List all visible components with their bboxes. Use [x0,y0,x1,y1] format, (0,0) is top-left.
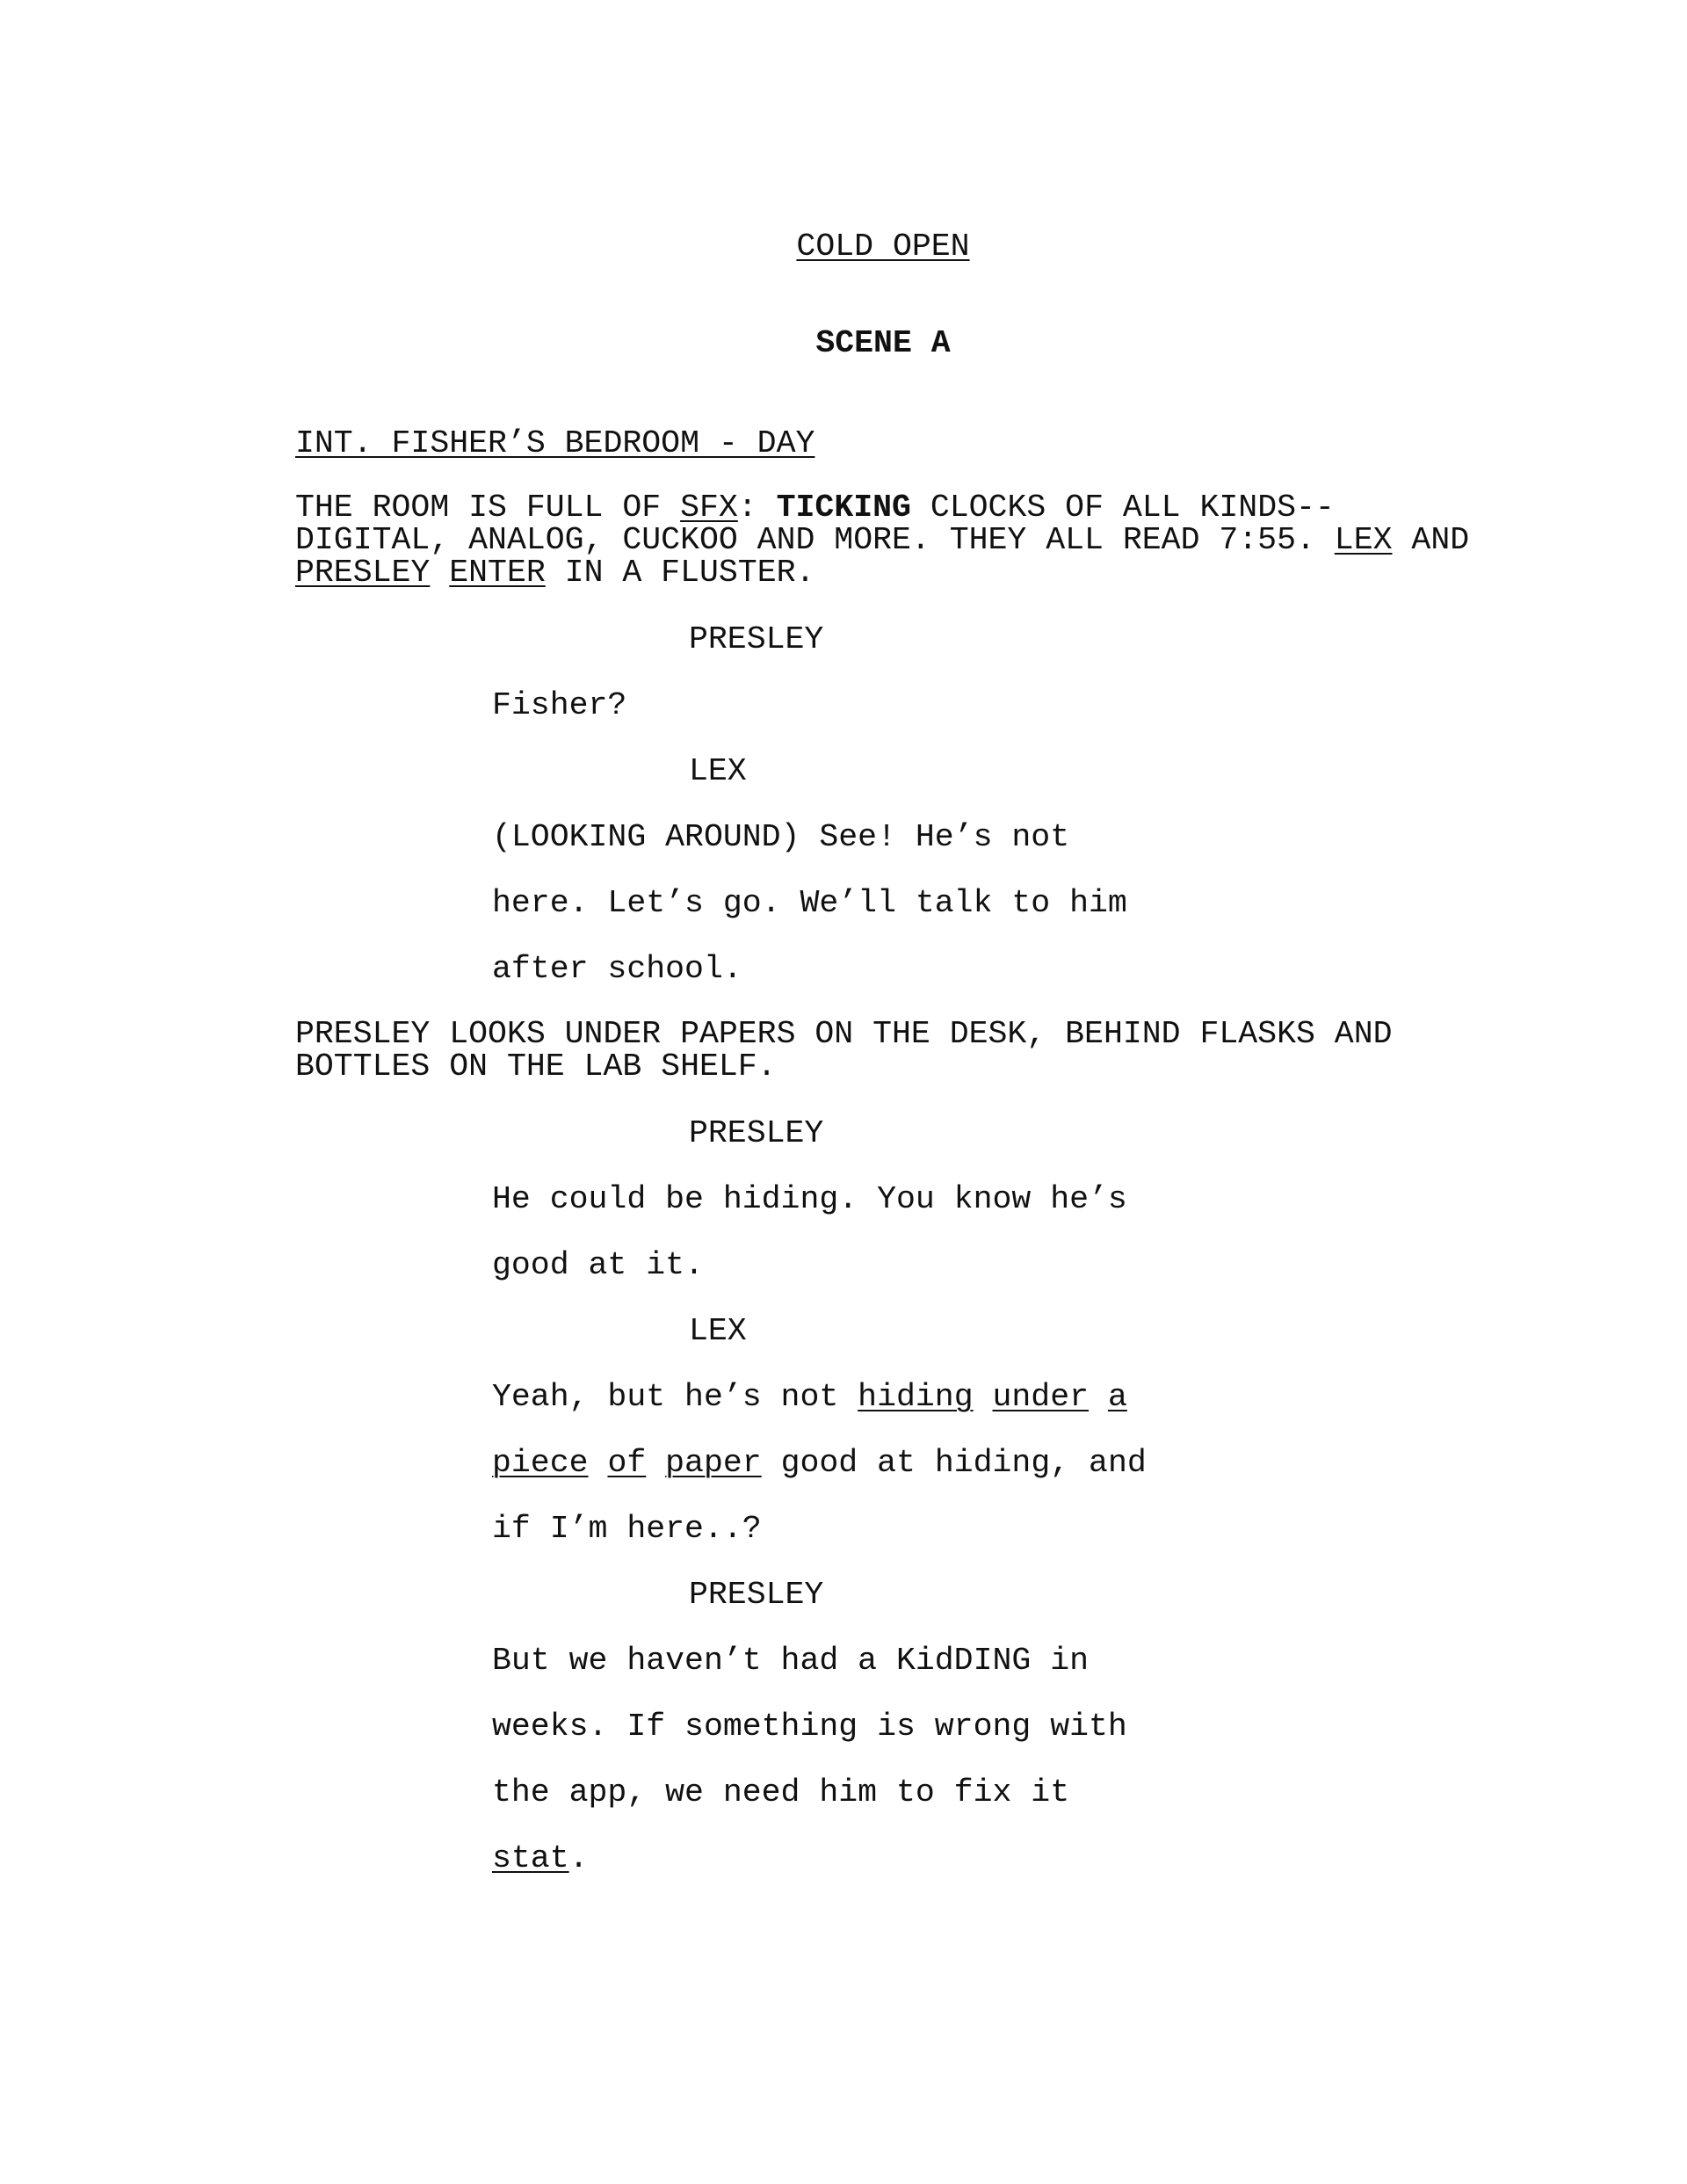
emphasis-word: under [992,1379,1090,1415]
dialogue-line: good at it. [492,1247,704,1283]
dialogue-line: Fisher? [492,687,627,723]
emphasis-word: a [1107,1379,1127,1415]
action-verb-enter: ENTER [449,555,546,591]
action-text: CLOCKS OF ALL KINDS-- [910,490,1335,526]
dialogue-text: . [568,1840,589,1876]
sfx-cue: SFX [680,490,738,526]
action-line [295,491,1335,525]
action-line [295,556,815,590]
emphasis-word: hiding [858,1379,974,1415]
dialogue-line [492,1381,1127,1414]
dialogue-line: if I’m here..? [492,1511,762,1547]
action-line: PRESLEY LOOKS UNDER PAPERS ON THE DESK, BEHIND FLASKS AND [295,1016,1393,1052]
dialogue-text [974,1379,993,1415]
dialogue-line: But we haven’t had a KidDING in [492,1643,1090,1679]
dialogue-text: Yeah, but he’s not [492,1379,858,1415]
act-heading: COLD OPEN [796,229,970,265]
emphasis-word: piece [492,1445,589,1481]
emphasis-word: stat [492,1840,569,1876]
action-line [295,524,1469,557]
dialogue-line: (LOOKING AROUND) See! He’s not [492,819,1070,855]
character-ref-lex: LEX [1334,522,1393,558]
action-text [430,555,449,591]
scene-label: SCENE A [815,325,951,361]
dialogue-text [646,1445,665,1481]
dialogue-text: good at hiding, and [761,1445,1147,1481]
dialogue-line: weeks. If something is wrong with [492,1709,1127,1745]
character-name: PRESLEY [689,1577,824,1613]
emphasis-word: of [607,1445,647,1481]
character-name: PRESLEY [689,1115,824,1151]
action-text: THE ROOM IS FULL OF [295,490,681,526]
dialogue-line: after school. [492,951,742,987]
action-line: BOTTLES ON THE LAB SHELF. [295,1048,777,1085]
action-text: DIGITAL, ANALOG, CUCKOO AND MORE. THEY ALL READ 7:55. [295,522,1335,558]
dialogue-line: here. Let’s go. We’ll talk to him [492,885,1127,921]
action-text: IN A FLUSTER. [545,555,815,591]
dialogue-line [492,1447,1147,1480]
dialogue-line: the app, we need him to fix it [492,1774,1070,1810]
character-name: LEX [689,1313,747,1349]
sound-effect: TICKING [776,490,911,526]
dialogue-line [492,1842,589,1876]
emphasis-word: paper [665,1445,762,1481]
action-text: : [737,490,777,526]
action-text: AND [1392,522,1470,558]
dialogue-text [1089,1379,1108,1415]
character-name: PRESLEY [689,621,824,657]
character-ref-presley: PRESLEY [295,555,431,591]
dialogue-text [589,1445,608,1481]
dialogue-line: He could be hiding. You know he’s [492,1181,1127,1217]
slugline: INT. FISHER’S BEDROOM - DAY [295,425,815,461]
character-name: LEX [689,753,747,789]
